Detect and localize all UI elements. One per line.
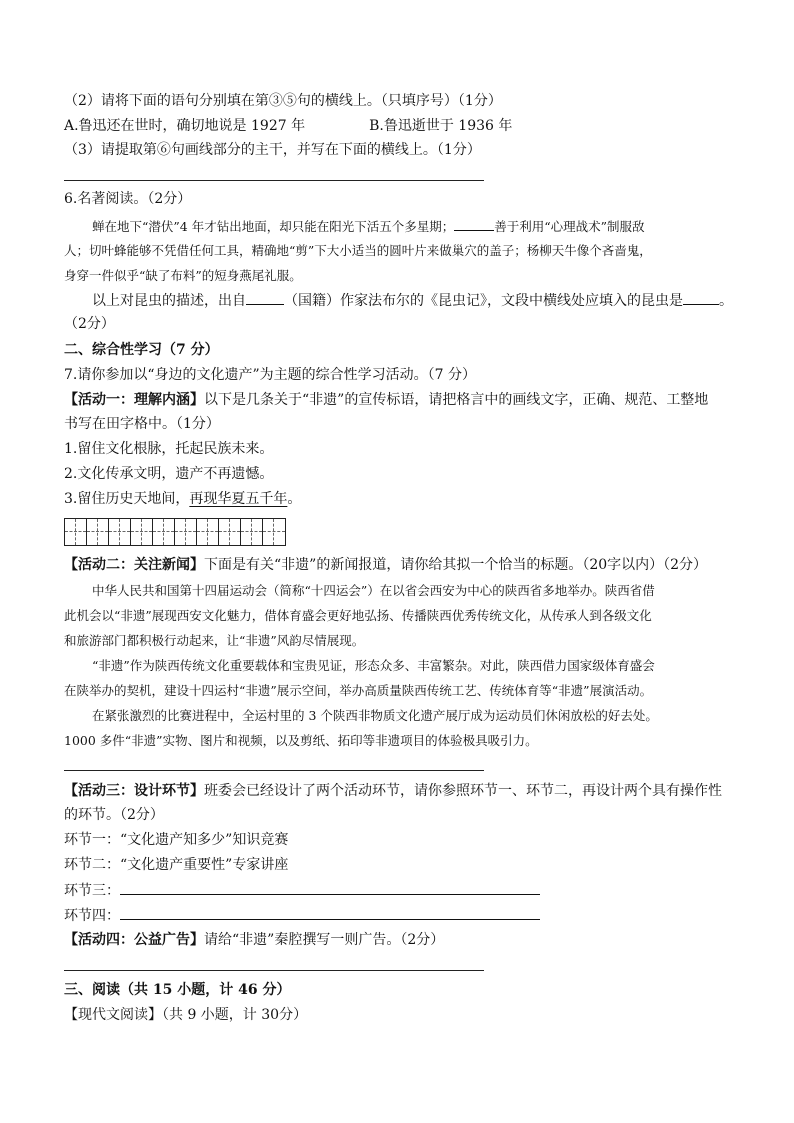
grid-cell[interactable]	[131, 519, 153, 545]
grid-cell[interactable]	[175, 519, 197, 545]
session-2: 环节二：“文化遗产重要性”专家讲座	[64, 857, 289, 873]
slogan-3: 3.留住历史天地间，再现华夏五千年。	[64, 491, 302, 507]
grid-cell[interactable]	[241, 519, 263, 545]
q6-title: 6.名著阅读。（2分）	[64, 191, 192, 207]
slogan-1: 1.留住文化根脉，托起民族未来。	[64, 441, 274, 457]
activity-1-label: 【活动一：理解内涵】	[64, 392, 204, 408]
q5-option-b: B.鲁迅逝世于 1936 年	[369, 118, 513, 134]
q5-sub2: （2）请将下面的语句分别填在第③⑤句的横线上。（只填序号）（1分）	[64, 93, 502, 109]
news-line-2: 此机会以“非遗”展现西安文化魅力，借体育盛会更好地弘扬、传播陕西优秀传统文化，从传承人到各级文化	[64, 608, 652, 623]
session-3: 环节三：	[64, 880, 540, 901]
news-line-7: 1000 多件“非遗”实物、图片和视频，以及剪纸、拓印等非遗项目的体验极具吸引力。	[64, 733, 538, 748]
section-3-title: 三、阅读（共 15 小题，计 46 分）	[64, 982, 291, 998]
activity-1-line2: 书写在田字格中。（1分）	[64, 416, 220, 432]
session-4-blank[interactable]	[120, 905, 540, 920]
tianzige-grid[interactable]	[64, 518, 286, 546]
answer-line-ad[interactable]	[64, 970, 484, 971]
grid-cell[interactable]	[65, 519, 87, 545]
section-3-subtitle: 【现代文阅读】（共 9 小题，计 30分）	[64, 1007, 308, 1023]
q6-passage-line1: 蝉在地下“潜伏”4 年才钻出地面，却只能在阳光下活五个多星期； 善于利用“心理战术”制服敌	[92, 216, 645, 237]
session-4: 环节四：	[64, 905, 540, 926]
answer-line-news-title[interactable]	[64, 770, 484, 771]
q6-passage-line3: 身穿一件似乎“缺了布料”的短身燕尾礼服。	[64, 268, 302, 283]
slogan-3-underlined: 再现华夏五千年	[189, 491, 288, 507]
news-line-5: 在陕举办的契机，建设十四运村“非遗”展示空间，举办高质量陕西传统工艺、传统体育等“非遗”展演活动。	[64, 683, 653, 698]
q7-title: 7.请你参加以“身边的文化遗产”为主题的综合性学习活动。（7 分）	[64, 367, 477, 383]
grid-cell[interactable]	[219, 519, 241, 545]
activity-4-line: 【活动四：公益广告】请给“非遗”秦腔撰写一则广告。（2分）	[64, 932, 445, 948]
activity-3-line2: 的环节。（2分）	[64, 807, 164, 823]
slogan-2: 2.文化传承文明，遗产不再遗憾。	[64, 466, 274, 482]
q5-option-a: A.鲁迅还在世时，确切地说是 1927 年	[64, 118, 306, 134]
activity-4-label: 【活动四：公益广告】	[64, 932, 204, 948]
q5-sub3: （3）请提取第⑥句画线部分的主干，并写在下面的横线上。（1分）	[64, 142, 481, 158]
news-line-1: 中华人民共和国第十四届运动会（简称“十四运会”）在以省会西安为中心的陕西省多地举办。陕西省借	[92, 583, 655, 598]
q6-passage-line2: 人；切叶蜂能够不凭借任何工具，精确地“剪”下大小适当的圆叶片来做巢穴的盖子；杨柳天牛像个吝啬鬼，	[64, 243, 652, 258]
news-line-3: 和旅游部门都积极行动起来，让“非遗”风韵尽情展现。	[64, 633, 365, 648]
activity-3-label: 【活动三：设计环节】	[64, 783, 204, 799]
q6-question: 以上对昆虫的描述，出自 （国籍）作家法布尔的《昆虫记》，文段中横线处应填入的昆虫是 。	[92, 290, 733, 311]
q6-nationality-blank[interactable]	[246, 290, 284, 305]
q6-score: （2分）	[64, 316, 115, 332]
grid-cell[interactable]	[197, 519, 219, 545]
grid-cell[interactable]	[153, 519, 175, 545]
activity-1-line1: 【活动一：理解内涵】以下是几条关于“非遗”的宣传标语，请把格言中的画线文字，正确、规范、工整地	[64, 392, 709, 408]
activity-2-line: 【活动二：关注新闻】下面是有关“非遗”的新闻报道，请你给其拟一个恰当的标题。（20字以内）（2分）	[64, 557, 708, 573]
news-line-4: “非遗”作为陕西传统文化重要载体和宝贵见证，形态众多、丰富繁杂。对此，陕西借力国家级体育盛会	[92, 658, 655, 673]
activity-3-line1: 【活动三：设计环节】班委会已经设计了两个活动环节，请你参照环节一、环节二，再设计两个具有操作性	[64, 783, 722, 799]
session-1: 环节一：“文化遗产知多少”知识竞赛	[64, 832, 289, 848]
grid-cell[interactable]	[109, 519, 131, 545]
grid-cell[interactable]	[263, 519, 285, 545]
q6-insect-answer-blank[interactable]	[683, 290, 719, 305]
q5-options	[64, 116, 512, 136]
news-line-6: 在紧张激烈的比赛进程中，全运村里的 3 个陕西非物质文化遗产展厅成为运动员们休闲放松的好去处。	[92, 708, 658, 723]
section-2-title: 二、综合性学习（7 分）	[64, 342, 219, 358]
q6-insect-blank[interactable]	[454, 216, 494, 231]
session-3-blank[interactable]	[120, 880, 540, 895]
grid-cell[interactable]	[87, 519, 109, 545]
activity-2-label: 【活动二：关注新闻】	[64, 557, 204, 573]
answer-line-q5[interactable]	[64, 180, 484, 181]
